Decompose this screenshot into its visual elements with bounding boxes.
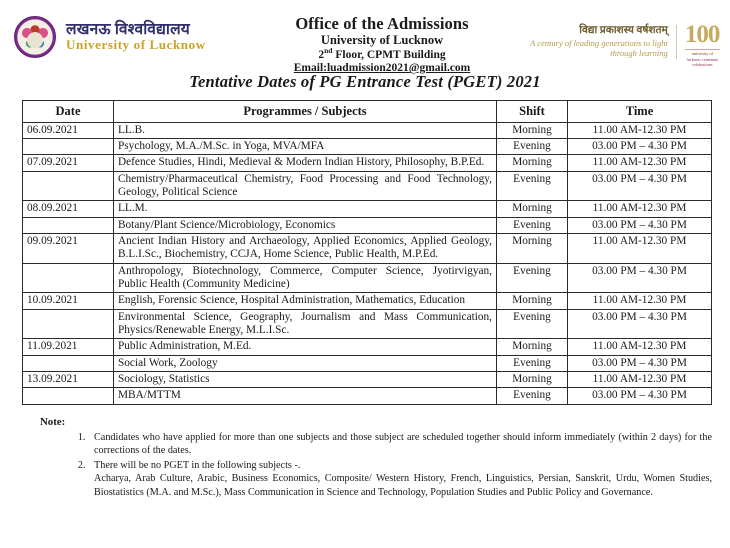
table-header-row — [23, 101, 712, 123]
cell-time: 11.00 AM-12.30 PM — [568, 372, 712, 388]
office-email-link[interactable]: Email:luadmission2021@gmail.com — [293, 62, 471, 75]
schedule-table-wrapper — [0, 100, 730, 405]
cell-shift: Morning — [497, 339, 568, 355]
cell-time: 11.00 AM-12.30 PM — [568, 122, 712, 138]
office-title: Office of the Admissions — [295, 14, 469, 33]
cell-date: 13.09.2021 — [23, 372, 114, 388]
cell-programmes: Anthropology, Biotechnology, Commerce, Computer Science, Jyotirvigyan, Public Health (Community Medicine) — [114, 263, 497, 293]
note-item-subtext: Acharya, Arab Culture, Arabic, Business Economics, Composite/ Western History, French, Linguistics, Persian, Sanskrit, Urdu, Women Studies, Biostatistics (M.A. and M.Sc.), Mass Communication in Science and Technology, Population Studies and Public Policy and Governance. — [94, 473, 712, 498]
cell-programmes: LL.M. — [114, 201, 497, 217]
notes-list — [62, 431, 712, 499]
cell-date — [23, 355, 114, 371]
cell-programmes: MBA/MTTM — [114, 388, 497, 404]
cell-shift: Evening — [497, 139, 568, 155]
cell-time: 03.00 PM – 4.30 PM — [568, 263, 712, 293]
cell-shift: Evening — [497, 263, 568, 293]
column-header-shift: Shift — [497, 101, 568, 123]
cell-date: 10.09.2021 — [23, 293, 114, 309]
office-floor-number: 2 — [318, 49, 325, 62]
cell-date: 07.09.2021 — [23, 155, 114, 171]
cell-time: 11.00 AM-12.30 PM — [568, 201, 712, 217]
column-header-date: Date — [23, 101, 114, 123]
table-row — [23, 201, 712, 217]
cell-programmes: Botany/Plant Science/Microbiology, Economics — [114, 217, 497, 233]
table-row — [23, 139, 712, 155]
office-building: Floor, CPMT Building — [332, 49, 446, 62]
cell-time: 11.00 AM-12.30 PM — [568, 234, 712, 264]
column-header-time: Time — [568, 101, 712, 123]
cell-programmes: Sociology, Statistics — [114, 372, 497, 388]
cell-date — [23, 217, 114, 233]
table-row — [23, 155, 712, 171]
office-address-block — [254, 15, 510, 75]
cell-date — [23, 171, 114, 201]
table-row — [23, 355, 712, 371]
cell-date: 08.09.2021 — [23, 201, 114, 217]
cell-date — [23, 309, 114, 339]
centenary-motto-hindi: विद्या प्रकाशस्य वर्षशतम् — [579, 25, 668, 37]
cell-time: 03.00 PM – 4.30 PM — [568, 309, 712, 339]
cell-date: 09.09.2021 — [23, 234, 114, 264]
cell-programmes: Defence Studies, Hindi, Medieval & Modern Indian History, Philosophy, B.P.Ed. — [114, 155, 497, 171]
cell-programmes: Public Administration, M.Ed. — [114, 339, 497, 355]
column-header-programmes: Programmes / Subjects — [114, 101, 497, 123]
cell-shift: Morning — [497, 122, 568, 138]
cell-date — [23, 139, 114, 155]
page-title: Tentative Dates of PG Entrance Test (PGET) 2021 — [189, 72, 541, 91]
note-item — [88, 431, 712, 458]
cell-time: 11.00 AM-12.30 PM — [568, 293, 712, 309]
table-row — [23, 309, 712, 339]
cell-time: 03.00 PM – 4.30 PM — [568, 388, 712, 404]
notes-label: Note: — [40, 415, 66, 428]
table-row — [23, 171, 712, 201]
schedule-table — [22, 100, 712, 405]
cell-programmes: Environmental Science, Geography, Journalism and Mass Communication, Physics/Renewable Energy, M.L.I.Sc. — [114, 309, 497, 339]
table-row — [23, 217, 712, 233]
table-row — [23, 388, 712, 404]
schedule-table-head — [23, 101, 712, 123]
cell-shift: Evening — [497, 217, 568, 233]
university-crest-icon — [14, 16, 56, 58]
office-floor-ordinal: nd — [324, 46, 333, 56]
table-row — [23, 122, 712, 138]
cell-shift: Morning — [497, 201, 568, 217]
schedule-table-body — [23, 122, 712, 404]
table-row — [23, 339, 712, 355]
cell-time: 03.00 PM – 4.30 PM — [568, 355, 712, 371]
cell-shift: Morning — [497, 372, 568, 388]
university-name-block — [66, 22, 206, 52]
cell-date — [23, 388, 114, 404]
office-university-line: University of Lucknow — [320, 33, 444, 48]
cell-programmes: Chemistry/Pharmaceutical Chemistry, Food Processing and Food Technology, Geology, Political Science — [114, 171, 497, 201]
university-name-english: University of Lucknow — [66, 37, 206, 53]
cell-date — [23, 263, 114, 293]
centenary-tagline: A century of leading generations to light through learning — [530, 37, 668, 59]
cell-time: 11.00 AM-12.30 PM — [568, 339, 712, 355]
cell-time: 03.00 PM – 4.30 PM — [568, 171, 712, 201]
cell-programmes: Ancient Indian History and Archaeology, Applied Economics, Applied Geology, B.L.I.Sc., Biochemistry, CCJA, Home Science, Public Health, M.P.Ed. — [114, 234, 497, 264]
centenary-text — [510, 25, 677, 59]
cell-programmes: English, Forensic Science, Hospital Administration, Mathematics, Education — [114, 293, 497, 309]
note-item-text: There will be no PGET in the following subjects -. — [94, 459, 301, 471]
table-row — [23, 293, 712, 309]
cell-shift: Evening — [497, 355, 568, 371]
cell-programmes: Social Work, Zoology — [114, 355, 497, 371]
letterhead-left — [14, 16, 254, 58]
cell-shift: Evening — [497, 388, 568, 404]
centenary-logo-number: 100 — [684, 21, 720, 48]
cell-date: 06.09.2021 — [23, 122, 114, 138]
cell-programmes: LL.B. — [114, 122, 497, 138]
cell-time: 11.00 AM-12.30 PM — [568, 155, 712, 171]
cell-shift: Morning — [497, 155, 568, 171]
note-item — [88, 459, 712, 499]
university-name-hindi: लखनऊ विश्वविद्यालय — [66, 21, 190, 39]
table-row — [23, 372, 712, 388]
cell-programmes: Psychology, M.A./M.Sc. in Yoga, MVA/MFA — [114, 139, 497, 155]
cell-shift: Morning — [497, 293, 568, 309]
cell-date: 11.09.2021 — [23, 339, 114, 355]
centenary-block — [510, 16, 720, 68]
office-address-line — [254, 47, 510, 62]
centenary-logo-icon — [684, 21, 720, 68]
cell-time: 03.00 PM – 4.30 PM — [568, 217, 712, 233]
centenary-logo-caption: university of lucknow centenary celebrations — [686, 51, 719, 68]
table-row — [23, 234, 712, 264]
cell-shift: Evening — [497, 171, 568, 201]
cell-shift: Morning — [497, 234, 568, 264]
note-item-text: Candidates who have applied for more than one subjects and those subject are scheduled together should inform immediately (within 2 days) for the corrections of the dates. — [94, 431, 712, 457]
letterhead — [0, 0, 730, 75]
notes-section — [0, 405, 730, 500]
table-row — [23, 263, 712, 293]
cell-shift: Evening — [497, 309, 568, 339]
cell-time: 03.00 PM – 4.30 PM — [568, 139, 712, 155]
